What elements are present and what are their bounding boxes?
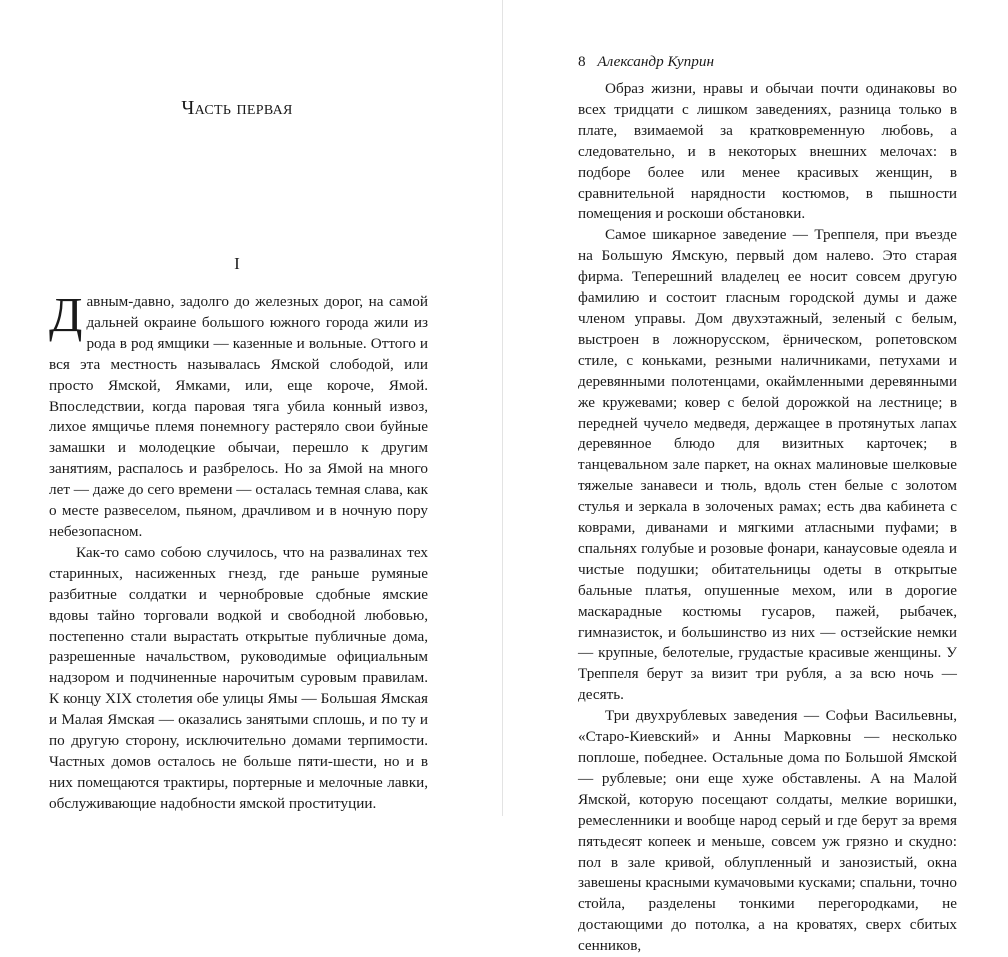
running-author: Александр Куприн [597, 53, 714, 70]
left-body-text [49, 287, 428, 815]
paragraph: Самое шикарное заведение — Треппеля, при въезде на Большую Ямскую, первый дом налево. Это старая фирма. Теперешний владелец ее носит совсем другую фамилию и состоит гласным городской думы и даже членом управы. Дом двухэтажный, зеленый с белым, выстроен в ложнорусском, ёрническом, ропетовском стиле, с коньками, резными наличниками, петухами и деревянными полотенцами, окаймленными деревянными же кружевами; ковер с белой дорожкой на лестнице; в передней чучело медведя, держащее в протянутых лапах деревянное блюдо для визитных карточек; в танцевальном зале паркет, на окнах малиновые шелковые тяжелые занавеси и тюль, вдоль стен белые с золотом стулья и зеркала в золоченых рамах; есть два кабинета с коврами, диванами и мягкими атласными пуфами; в спальнях голубые и розовые фонари, канаусовые одеяла и чистые подушки; обитательницы одеты в открытые бальные платья, опушенные мехом, или в дорогие маскарадные костюмы гусаров, пажей, рыбачек, гимназисток, и большинство из них — остзейские немки — крупные, белотелые, грудастые красивые женщины. У Треппеля берут за визит три рубля, а за всю ночь — десять. [578, 226, 957, 704]
page-number: 8 [578, 53, 586, 70]
paragraph: Образ жизни, нравы и обычаи почти одинаковы во всех тридцати с лишком заведениях, разница только в плате, взимаемой за кратковременную любовь, а следовательно, и в некоторых внешних мелочах: в подборе более или менее красивых женщин, в сравнительной нарядности костюмов, в пышности помещения и роскоши обстановки. [578, 80, 957, 223]
chapter-number: I [234, 254, 240, 273]
part-title: Часть первая [181, 97, 293, 119]
paragraph: Три двухрублевых заведения — Софьи Васильевны, «Старо-Киевский» и Анны Марковны — несколько поплоше, победнее. Остальные дома по Большой Ямской — рублевые; они еще хуже обставлены. А на Малой Ямской, которую посещают солдаты, мелкие воришки, ремесленники и вообще народ серый и где берут за время пятьдесят копеек и меньше, совсем уж грязно и скудно: пол в зале кривой, облупленный и занозистый, окна завешены красными кумачовыми кусками; спальни, точно стойла, разделены тонкими перегородками, не достающими до потолка, а на кроватях, сверх сбитых сенников, [578, 707, 957, 955]
drop-cap: Д [49, 287, 83, 342]
left-page [0, 0, 502, 816]
paragraph: Давным-давно, задолго до железных дорог, на самой дальней окраине большого южного города жили из рода в род ямщики — казенные и вольные. Оттого и вся эта местность называлась Ямской слободой, или просто Ямской, Ямками, или, еще короче, Ямой. Впоследствии, когда паровая тяга убила конный извоз, лихое ямщичье племя понемногу растеряло свои буйные замашки и молодецкие обычаи, перешло к другим занятиям, распалось и разбрелось. Но за Ямой на много лет — даже до сего времени — осталась темная слава, как о месте развеселом, пьяном, драчливом и в ночную пору небезопасном. [49, 287, 428, 540]
running-head [578, 53, 714, 71]
right-body-text [578, 79, 957, 957]
paragraph: Как-то само собою случилось, что на развалинах тех старинных, насиженных гнезд, где раньше румяные разбитные солдатки и чернобровые сдобные ямские вдовы тайно торговали водкой и свободной любовью, постепенно стали вырастать открытые публичные дома, разрешенные начальством, руководимые официальным надзором и подчиненные нарочитым суровым правилам. К концу XIX столетия обе улицы Ямы — Большая Ямская и Малая Ямская — оказались занятыми сплошь, и по ту и по другую сторону, исключительно домами терпимости. Частных домов осталось не больше пяти-шести, но и в них помещаются трактиры, портерные и мелочные лавки, обслуживающие надобности ямской проституции. [49, 543, 428, 812]
right-page [503, 0, 1008, 955]
